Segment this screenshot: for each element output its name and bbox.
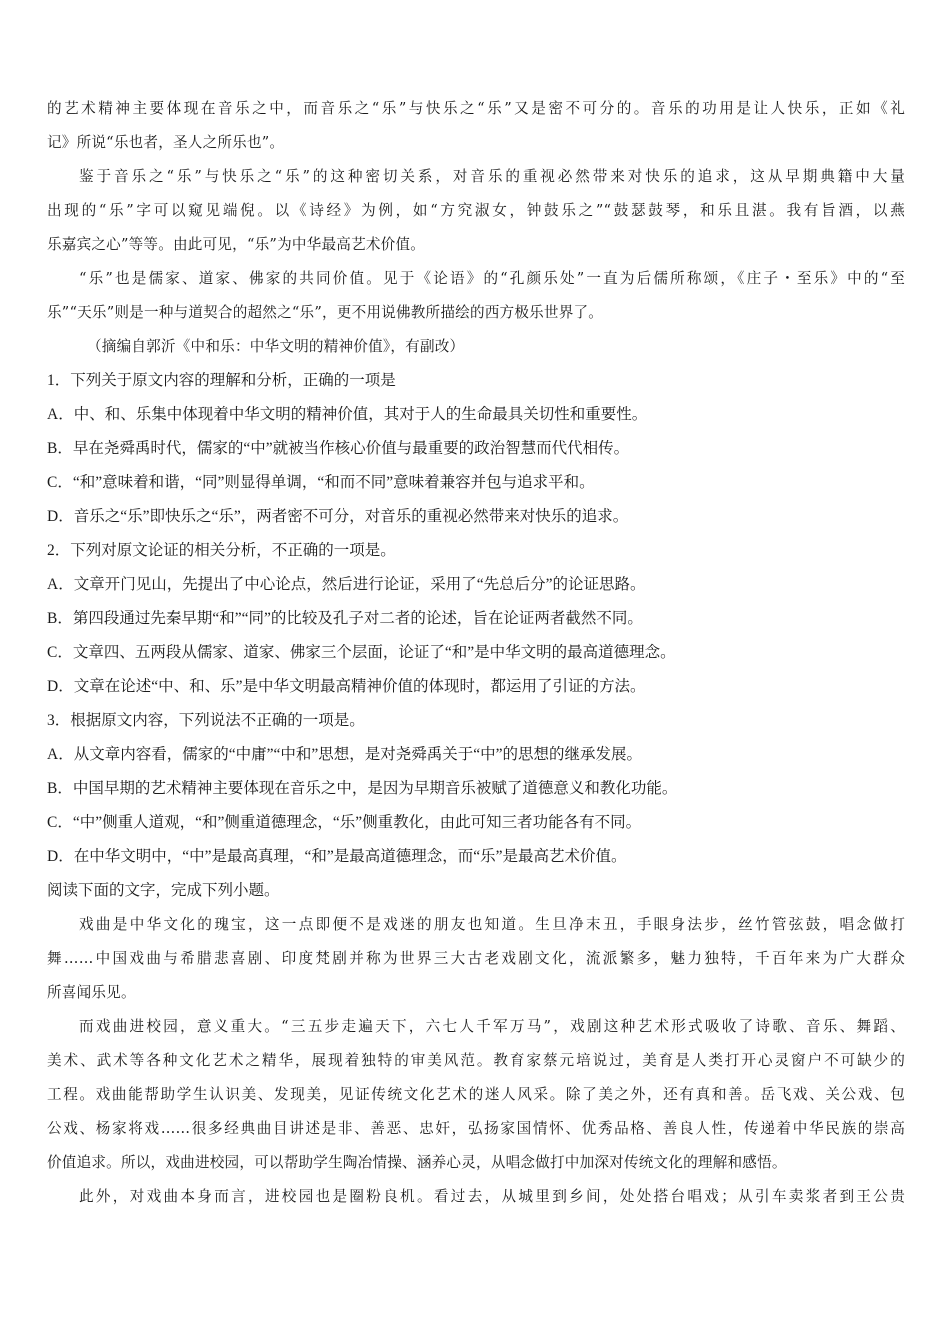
question-2-option-c: C．文章四、五两段从儒家、道家、佛家三个层面，论证了“和”是中华文明的最高道德理念。	[47, 644, 676, 661]
question-1-option-c: C．“和”意味着和谐，“同”则显得单调，“和而不同”意味着兼容并包与追求平和。	[47, 474, 595, 491]
question-2-option-d: D．文章在论述“中、和、乐”是中华文明最高精神价值的体现时，都运用了引证的方法。	[47, 678, 646, 695]
question-1-option-d: D．音乐之“乐”即快乐之“乐”，两者密不可分，对音乐的重视必然带来对快乐的追求。	[47, 508, 629, 525]
passage-a-p2-line-2: 出现的“乐”字可以窥见端倪。以《诗经》为例，如“方究淑女，钟鼓乐之”“鼓瑟鼓琴，和乐且湛。我有旨酒，以燕	[47, 202, 905, 219]
passage-a-p3-line-1: “乐”也是儒家、道家、佛家的共同价值。见于《论语》的“孔颜乐处”一直为后儒所称颂，《庄子・至乐》中的“至	[79, 270, 905, 287]
question-2-option-a: A．文章开门见山，先提出了中心论点，然后进行论证，采用了“先总后分”的论证思路。	[47, 576, 646, 593]
passage-b-p1-line-1: 戏曲是中华文化的瑰宝，这一点即便不是戏迷的朋友也知道。生旦净末丑，手眼身法步，丝竹管弦鼓，唱念做打	[79, 916, 905, 933]
passage-b-p1-line-2: 舞……中国戏曲与希腊悲喜剧、印度梵剧并称为世界三大古老戏剧文化，流派繁多，魅力独特，千百年来为广大群众	[47, 950, 905, 967]
passage-a-p3-line-2: 乐”“天乐”则是一种与道契合的超然之“乐”，更不用说佛教所描绘的西方极乐世界了。	[47, 304, 604, 321]
question-3-option-c: C．“中”侧重人道观，“和”侧重道德理念，“乐”侧重教化，由此可知三者功能各有不同。	[47, 814, 642, 831]
question-3-option-b: B．中国早期的艺术精神主要体现在音乐之中，是因为早期音乐被赋了道德意义和教化功能。	[47, 780, 678, 797]
passage-a-p1-line-1: 的艺术精神主要体现在音乐之中，而音乐之“乐”与快乐之“乐”又是密不可分的。音乐的功用是让人快乐，正如《礼	[47, 100, 905, 117]
passage-b-p2-line-1: 而戏曲进校园，意义重大。“三五步走遍天下，六七人千军万马”，戏剧这种艺术形式吸收了诗歌、音乐、舞蹈、	[79, 1018, 905, 1035]
passage-b-p3-line-1: 此外，对戏曲本身而言，进校园也是圈粉良机。看过去，从城里到乡间，处处搭台唱戏；从引车卖浆者到王公贵	[79, 1188, 905, 1205]
source-note: （摘编自郭沂《中和乐：中华文明的精神价值》，有副改）	[87, 338, 465, 355]
reading-instruction: 阅读下面的文字，完成下列小题。	[47, 882, 280, 899]
passage-b-p2-line-3: 工程。戏曲能帮助学生认识美、发现美，见证传统文化艺术的迷人风采。除了美之外，还有真和善。岳飞戏、关公戏、包	[47, 1086, 905, 1103]
passage-a-p2-line-1: 鉴于音乐之“乐”与快乐之“乐”的这种密切关系，对音乐的重视必然带来对快乐的追求，这从早期典籍中大量	[79, 168, 905, 185]
question-1-option-a: A．中、和、乐集中体现着中华文明的精神价值，其对于人的生命最具关切性和重要性。	[47, 406, 648, 423]
question-3-option-d: D．在中华文明中，“中”是最高真理，“和”是最高道德理念，而“乐”是最高艺术价值。	[47, 848, 627, 865]
passage-a-p2-line-3: 乐嘉宾之心”等等。由此可见，“乐”为中华最高艺术价值。	[47, 236, 426, 253]
question-2-stem: 2．下列对原文论证的相关分析，不正确的一项是。	[47, 542, 396, 559]
passage-b-p2-line-5: 价值追求。所以，戏曲进校园，可以帮助学生陶冶情操、涵养心灵，从唱念做打中加深对传统文化的理解和感悟。	[47, 1154, 787, 1171]
document-page	[47, 92, 905, 1214]
passage-a-p1-line-2: 记》所说“乐也者，圣人之所乐也”。	[47, 134, 285, 151]
passage-b-p2-line-2: 美术、武术等各种文化艺术之精华，展现着独特的审美风范。教育家蔡元培说过，美育是人类打开心灵窗户不可缺少的	[47, 1052, 905, 1069]
passage-b-p1-line-3: 所喜闻乐见。	[47, 984, 136, 1001]
question-1-option-b: B．早在尧舜禹时代，儒家的“中”就被当作核心价值与最重要的政治智慧而代代相传。	[47, 440, 630, 457]
passage-b-p2-line-4: 公戏、杨家将戏……很多经典曲目讲述是非、善恶、忠奸，弘扬家国情怀、优秀品格、善良人性，传递着中华民族的崇高	[47, 1120, 905, 1137]
question-2-option-b: B．第四段通过先秦早期“和”“同”的比较及孔子对二者的论述，旨在论证两者截然不同。	[47, 610, 643, 627]
question-1-stem: 1．下列关于原文内容的理解和分析，正确的一项是	[47, 372, 396, 389]
question-3-stem: 3．根据原文内容，下列说法不正确的一项是。	[47, 712, 365, 729]
question-3-option-a: A．从文章内容看，儒家的“中庸”“中和”思想，是对尧舜禹关于“中”的思想的继承发展。	[47, 746, 642, 763]
